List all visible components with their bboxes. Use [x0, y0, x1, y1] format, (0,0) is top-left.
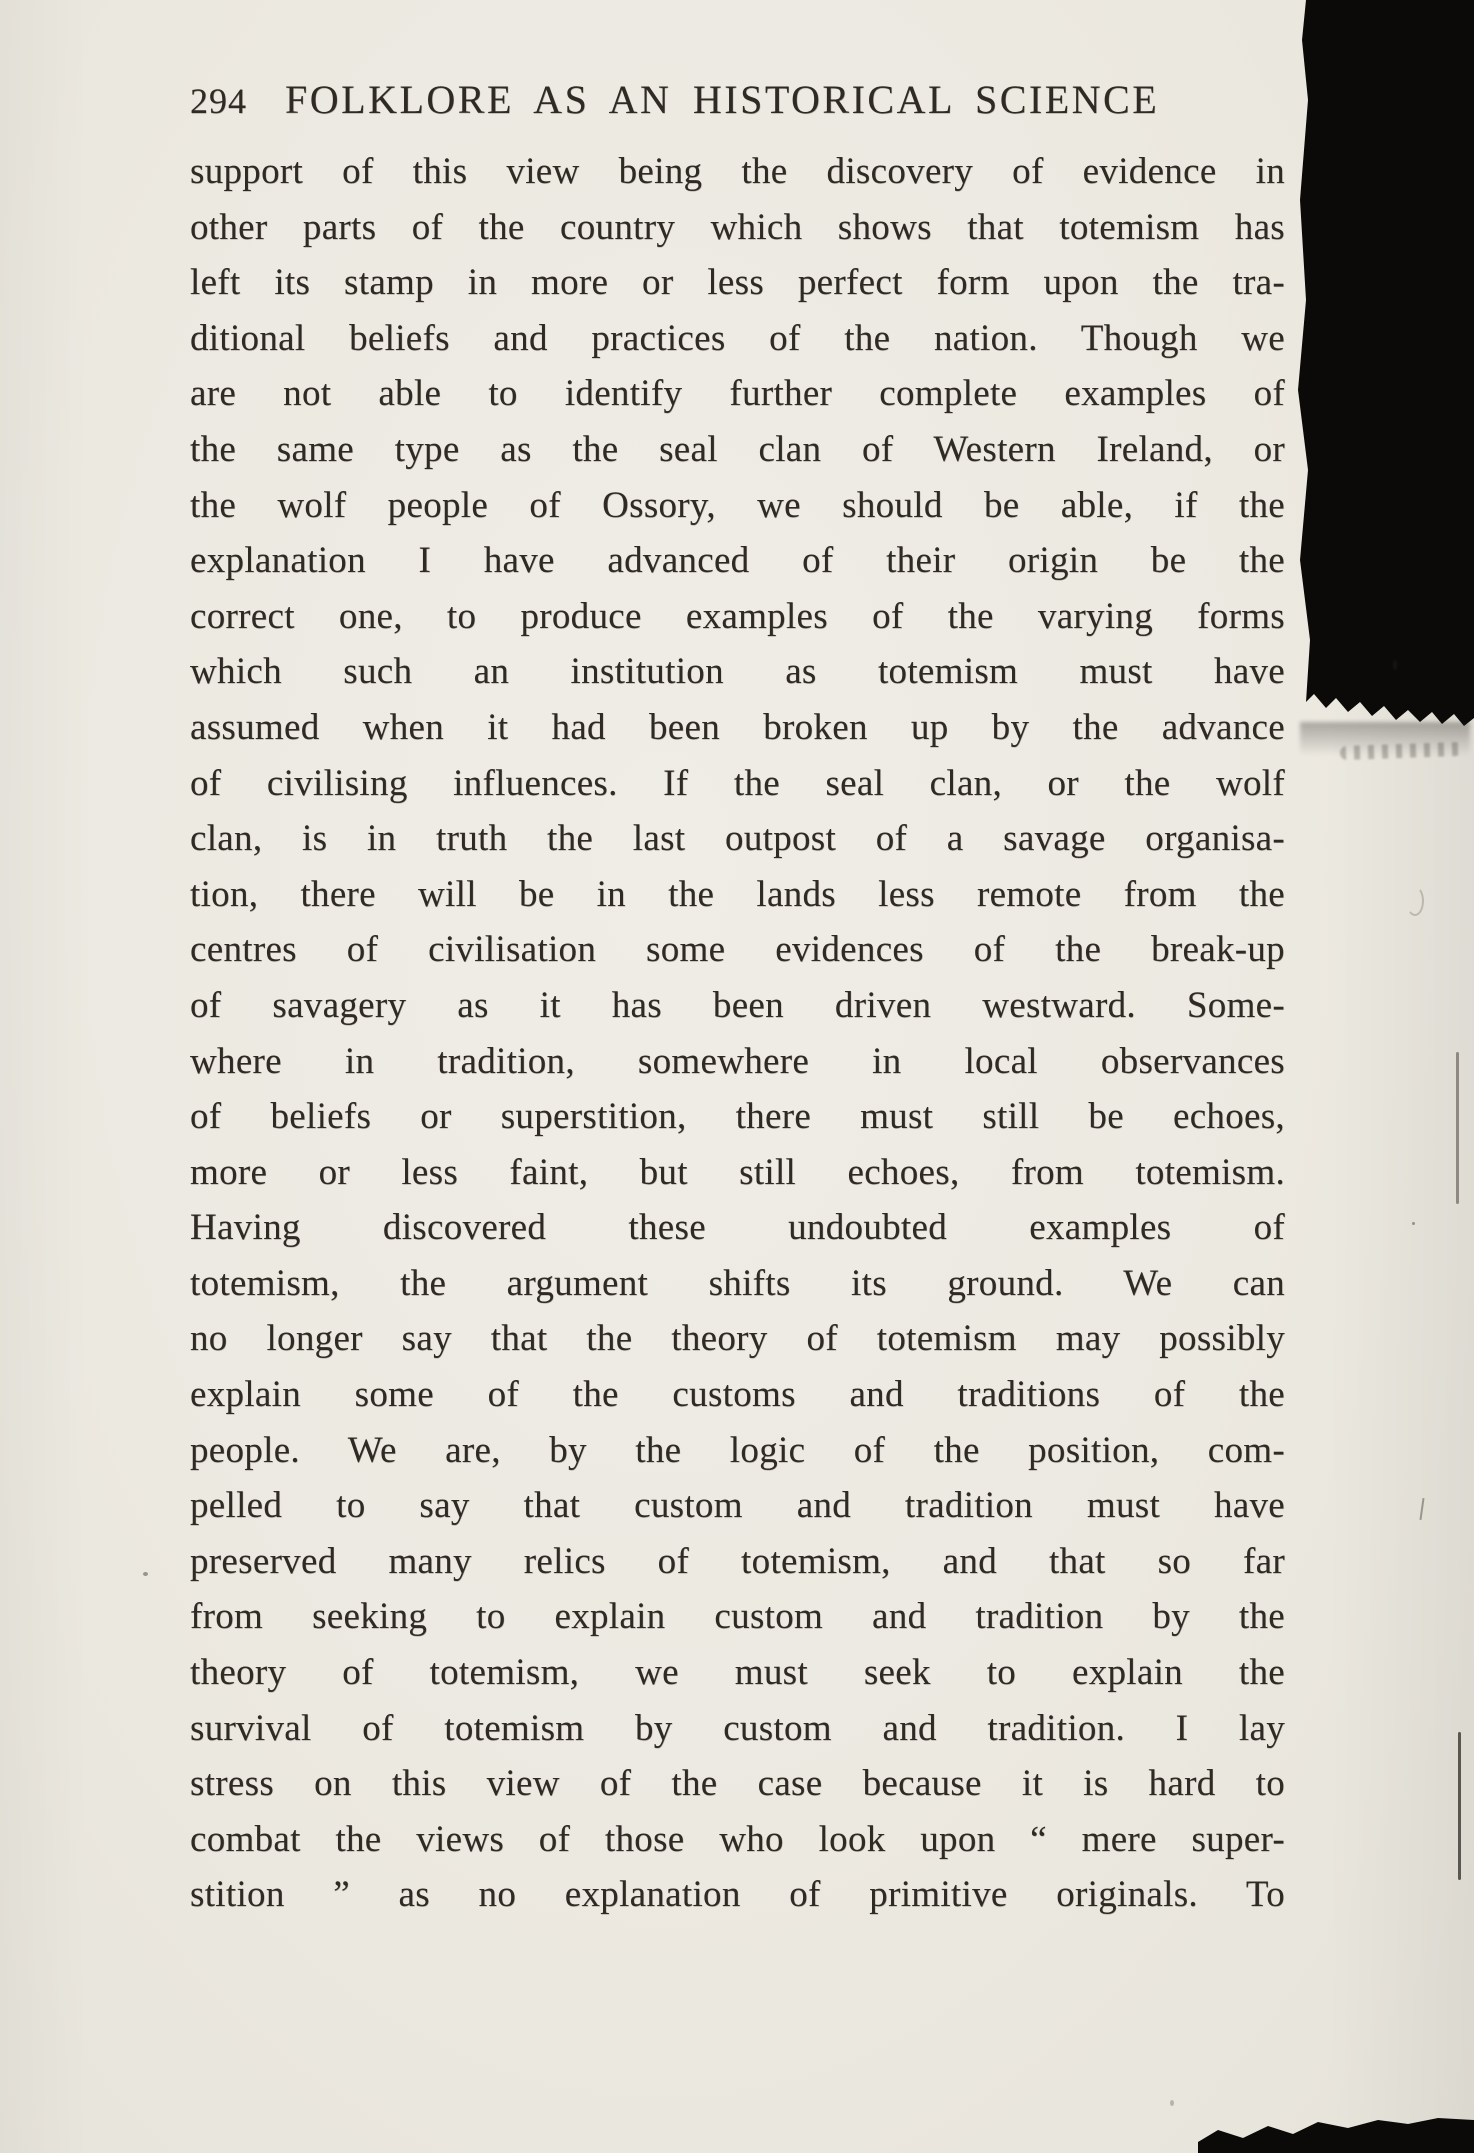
body-text-block	[190, 144, 1285, 1923]
scan-artifact-speck	[1393, 660, 1397, 670]
body-text-line: Having discovered these undoubted examples of	[190, 1207, 1285, 1249]
page-number: 294	[190, 81, 247, 121]
body-text-line: are not able to identify further complete examples of	[190, 373, 1285, 415]
body-text-line: clan, is in truth the last outpost of a savage organisa-	[190, 818, 1285, 860]
page-title: FOLKLORE AS AN HISTORICAL SCIENCE	[285, 77, 1160, 122]
body-text-line: of savagery as it has been driven westward. Some-	[190, 984, 1285, 1026]
running-header	[190, 76, 1285, 123]
body-text-line: centres of civilisation some evidences of the break-up	[190, 929, 1285, 971]
body-text-line: tion, there will be in the lands less remote from the	[190, 873, 1285, 915]
body-text-line: support of this view being the discovery of evidence in	[190, 151, 1285, 192]
body-text-line: of civilising influences. If the seal clan, or the wolf	[190, 762, 1285, 804]
body-text-line: which such an institution as totemism must have	[190, 651, 1285, 693]
body-text-line: people. We are, by the logic of the position, com-	[190, 1429, 1285, 1471]
body-text-line: no longer say that the theory of totemism may possibly	[190, 1318, 1285, 1360]
scan-artifact-curl-mark	[1406, 886, 1424, 916]
scan-artifact-right-edge-band	[1296, 0, 1474, 742]
scan-artifact-vertical-line-upper	[1456, 1052, 1459, 1204]
body-text-line: from seeking to explain custom and tradition by the	[190, 1596, 1285, 1638]
body-text-line: explanation I have advanced of their origin be the	[190, 540, 1285, 582]
scan-artifact-speck	[1412, 1222, 1415, 1225]
body-text-line: ditional beliefs and practices of the nation. Though we	[190, 317, 1285, 359]
body-text-line: the same type as the seal clan of Western Ireland, or	[190, 428, 1285, 470]
body-text-line: explain some of the customs and traditions of the	[190, 1374, 1285, 1416]
body-text-line: left its stamp in more or less perfect form upon the tra-	[190, 262, 1285, 304]
body-text-line: where in tradition, somewhere in local observances	[190, 1040, 1285, 1082]
body-text-line: theory of totemism, we must seek to explain the	[190, 1652, 1285, 1694]
scan-artifact-speck	[1170, 2100, 1174, 2106]
body-text-line: assumed when it had been broken up by the advance	[190, 706, 1285, 748]
body-text-line: pelled to say that custom and tradition must have	[190, 1485, 1285, 1527]
body-text-line: totemism, the argument shifts its ground. We can	[190, 1262, 1285, 1304]
body-text-line: the wolf people of Ossory, we should be able, if the	[190, 484, 1285, 526]
scan-artifact-vertical-line-lower	[1458, 1732, 1461, 1880]
body-text-line: more or less faint, but still echoes, from totemism.	[190, 1151, 1285, 1193]
scan-artifact-tick-mark	[1419, 1498, 1424, 1520]
scan-artifact-bottom-edge-band	[1198, 2112, 1474, 2153]
body-text-line: combat the views of those who look upon “ mere super-	[190, 1818, 1285, 1860]
scan-artifact-squiggle	[1340, 742, 1462, 760]
body-text-line: preserved many relics of totemism, and that so far	[190, 1540, 1285, 1582]
body-text-line: stition ” as no explanation of primitive originals. To	[190, 1874, 1285, 1916]
body-text-line: of beliefs or superstition, there must still be echoes,	[190, 1096, 1285, 1138]
scan-artifact-speck	[143, 1572, 148, 1576]
body-text-line: stress on this view of the case because it is hard to	[190, 1763, 1285, 1805]
body-text-line: survival of totemism by custom and tradition. I lay	[190, 1707, 1285, 1749]
body-text-line: correct one, to produce examples of the varying forms	[190, 595, 1285, 637]
body-text-line: other parts of the country which shows that totemism has	[190, 206, 1285, 248]
